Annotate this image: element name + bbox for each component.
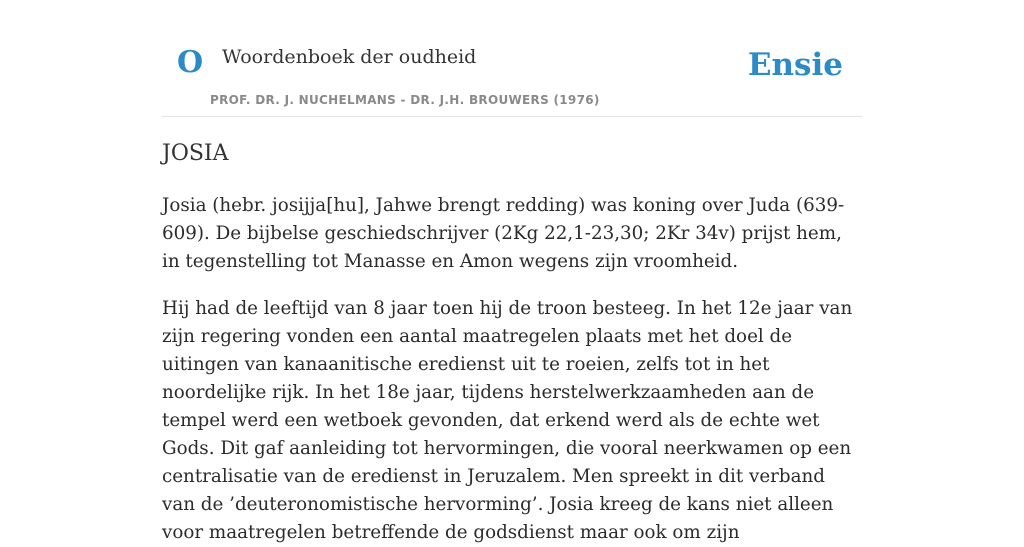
site-header: [162, 0, 862, 117]
entry-paragraph: Josia (hebr. josijja[hu], Jahwe brengt redding) was koning over Juda (639-609). De bijbelse geschiedschrijver (2Kg 22,1-23,30; 2Kr 34v) prijst hem, in tegenstelling tot Manasse en Amon wegens zijn vroomheid.: [162, 195, 845, 272]
book-title-link[interactable]: Woordenboek der oudheid: [222, 46, 477, 68]
entry-paragraph: Hij had de leeftijd van 8 jaar toen hij de troon besteeg. In het 12e jaar van zijn regering vonden een aantal maatregelen plaats met het doel de uitingen van kanaanitische eredienst uit te roeien, zelfs tot in het noordelijke rijk. In het 18e jaar, tijdens herstelwerkzaamheden aan de tempel werd een wetboek gevonden, dat erkend werd als de echte wet Gods. Dit gaf aanleiding tot hervormingen, die vooral neerkwamen op een centralisatie van de eredienst in Jeruzalem. Men spreekt in dit verband van de ’deuteronomistische hervorming’. Josia kreeg de kans niet alleen voor maatregelen betreffende de godsdienst maar ook om zijn: [162, 298, 853, 543]
ensie-logo[interactable]: Ensie: [747, 47, 843, 83]
book-logo-letter[interactable]: O: [177, 45, 204, 80]
book-authors: PROF. DR. J. NUCHELMANS - DR. J.H. BROUWERS (1976): [210, 93, 600, 107]
entry-article: [162, 138, 862, 547]
entry-title: JOSIA: [162, 141, 229, 166]
